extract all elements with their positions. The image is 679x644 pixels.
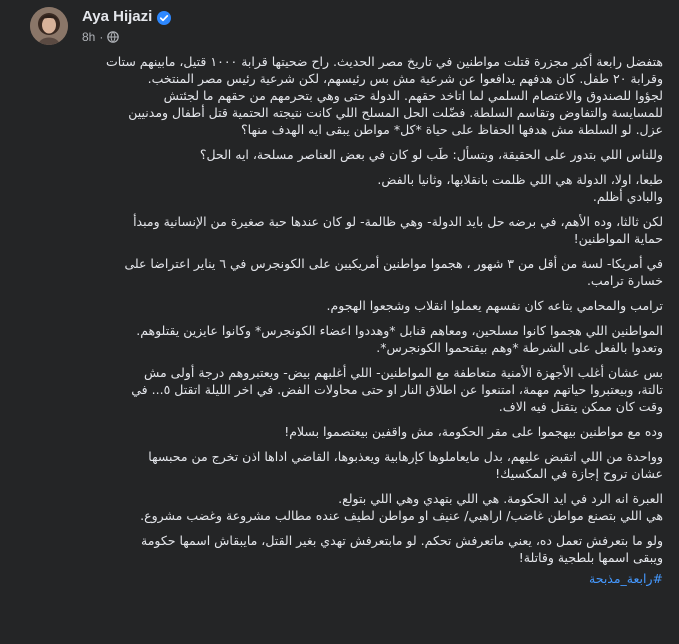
post-paragraph: ترامب والمحامي بتاعه كان نفسهم يعملوا انقلاب وشجعوا الهجوم. [326,298,663,313]
post-paragraph: هتفضل رابعة أكبر مجزرة قتلت مواطنين في تاريخ مصر الحديث. راح ضحيتها قرابة ١٠٠٠ قتيل، مابينهم ستات وقرابة ٢٠ طفل. كان هدفهم يدافعوا عن شرعية مش بس رئيسهم، لكن شرعية رئيس مصر المنتخب. لجؤوا للصندوق والاعتصام السلمي لما اتاخد حقهم. الدولة حتى وهي بتحرمهم من حقهم ما لجئتش للمسايسة والتفاوض وتقاسم السلطة. فضّلت الحل المسلح اللي كانت نتيجته الحتمية قتل أطفال ومدنيين عزل. لو السلطة مش هدفها الحفاظ على حياة *كل* مواطن يبقى ايه الهدف منها؟ [106,54,663,137]
hashtag-link[interactable]: #رابعة_مذبحة [589,571,663,586]
post-paragraph: وللناس اللي بتدور على الحقيقة، وبتسأل: طَب لو كان في بعض العناصر مسلحة، ايه الحل؟ [199,147,663,162]
post-paragraph: في أمريكا- لسة من أقل من ٣ شهور ، هجموا مواطنين أمريكيين على الكونجرس في ٦ يناير اعتراضا على خسارة ترامب. [124,256,663,288]
post-paragraph: طبعا، اولا، الدولة هي اللي ظلمت بانقلابها، وثانيا بالفض. والبادي أظلم. [377,172,663,204]
author-line [82,8,171,25]
post-header [16,0,663,50]
post-paragraph: وواحدة من اللي اتقبض عليهم، بدل مايعاملوها كإرهابية ويعذبوها، القاضي اداها اذن تخرج من محبسها عشان تروح إجازة في المكسيك! [148,449,663,481]
post-paragraph: وده مع مواطنين بيهجموا على مقر الحكومة، مش واقفين بيعتصموا بسلام! [284,424,663,439]
meta-separator: · [99,30,104,44]
verified-badge-icon [157,10,171,24]
post-timestamp[interactable]: 8h [82,30,96,44]
post-paragraph: ولو ما بتعرفش تعمل ده، يعني ماتعرفش تحكم. لو مابتعرفش تهدي بغير القتل، مايبقاش اسمها حكومة ويبقى اسمها بلطجية وقاتلة! [141,533,663,565]
post-paragraph: بس عشان أغلب الأجهزة الأمنية متعاطفة مع المواطنين- اللي أغلبهم بيض- ويعتبروهم درجة أولى مش تالتة، وبيعتبروا حياتهم مهمة، امتنعوا عن اطلاق النار او حتى محاولات الفض. في اخر الليلة اتقتل ٥... في وقت كان ممكن يتقتل فيه الاف. [131,365,663,414]
avatar[interactable] [30,7,68,45]
post-body [16,53,663,587]
author-name[interactable]: Aya Hijazi [82,8,153,25]
post-paragraph: العبرة انه الرد في ايد الحكومة. هي اللي بتهدي وهي اللي بتولع. هي اللي بتصنع مواطن غاضب/ اراهبي/ عنيف او مواطن لطيف عنده مطالب مشروعة وغضب مشروع. [140,491,663,523]
post-paragraph: المواطنين اللي هجموا كانوا مسلحين، ومعاهم قنابل *وهددوا اعضاء الكونجرس* وكانوا عايزين يقتلوهم. وتعدوا بالفعل على الشرطة *وهم بيقتحموا الكونجرس*. [136,323,663,355]
post-paragraph: لكن ثالثا، وده الأهم، في برضه حل بايد الدولة- وهي ظالمة- لو كان عندها حبة صغيرة من الإنسانية ومبدأ حماية المواطنين! [133,214,663,246]
post-meta [82,30,119,44]
globe-icon[interactable] [107,31,119,43]
avatar-image [30,7,68,45]
